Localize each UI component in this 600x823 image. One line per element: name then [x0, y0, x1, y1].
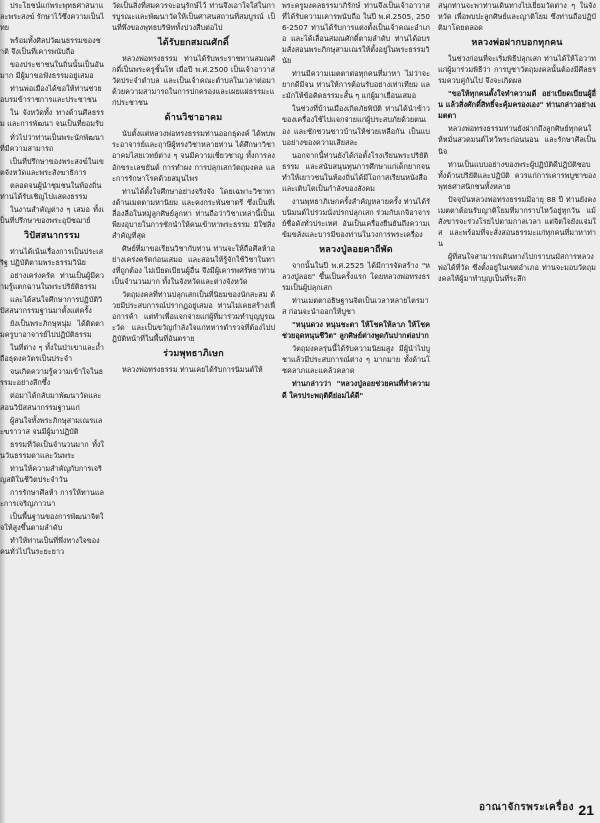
paragraph: ต่อมาได้กลับมาพัฒนาวัดและสอนวิปัสสนากรรมฐานแก่ [0, 391, 102, 412]
paragraph: ท่านพ่อเมืองได้ขอให้ท่านช่วยอบรมข้าราชการและประชาชน [0, 84, 102, 105]
paragraph: ตลอดจนผู้นำชุมชนในท้องถิ่น ท่านได้รับเชิญไปแสดงธรรม [0, 180, 102, 201]
paragraph: จนเกิดความรู้ความเข้าใจในธรรมะอย่างลึกซึ้ง [0, 367, 104, 388]
page-number: 21 [578, 802, 594, 818]
paragraph: ในงานสำคัญต่าง ๆ เสมอ ทั้งเป็นที่ปรึกษาของพระอุปัชฌาย์ [0, 204, 104, 225]
paragraph: ในช่วงที่บ้านเมืองเกิดภัยพิบัติ ท่านได้นำข้าวของเครื่องใช้ไปแจกจ่ายแก่ผู้ประสบภัยด้วยตนเอง และชักชวนชาวบ้านให้ช่วยเหลือกัน เป็นแบบอย่างของความเสียสละ [282, 104, 430, 147]
paragraph: การรักษาศีลห้า การให้ทานและการเจริญภาวนา [0, 487, 104, 508]
paragraph: ในช่วงก่อนที่จะเริ่มพิธีปลุกเสก ท่านได้ให้โอวาทแก่ผู้มาร่วมพิธีว่า การบูชาวัตถุมงคลนั้นต้องมีศีลธรรมควบคู่กันไป จึงจะเกิดผล [438, 54, 596, 86]
paragraph: วัตถุมงคลที่ท่านปลุกเสกเป็นที่นิยมของนักสะสม ด้วยมีประสบการณ์ปรากฏอยู่เสมอ ท่านไม่เคยสร้างเพื่อการค้า แต่ทำเพื่อแจกจ่ายแก่ผู้ที่มาร่วมทำบุญบูรณะวัด และเป็นขวัญกำลังใจแก่ทหารตำรวจที่ต้องไปปฏิบัติหน้าที่ในพื้นที่อันตราย [112, 290, 275, 344]
paragraph: ท่านเมตตาอธิษฐานจิตเป็นเวลาหลายไตรมาส ก่อนจะนำออกให้บูชา [282, 296, 429, 317]
paragraph: พร้อมทั้งศิลปวัฒนธรรมของชาติ จึงเป็นที่เคารพนับถือ [0, 36, 101, 57]
paragraph: นับตั้งแต่หลวงพ่อทรงธรรมท่านออกธุดงค์ ได้พบพระอาจารย์และฤาษีผู้ทรงวิชาหลายท่าน ได้ศึกษาวิชาอาคมไสยเวทย์ต่าง ๆ จนมีความเชี่ยวชาญ ทั้งการลงอักขระเลขยันต์ การทำผง การปลุกเสกวัตถุมงคล และการรักษาโรคด้วยสมุนไพร [112, 129, 275, 183]
paragraph: หลวงพ่อทรงธรรม ท่านเคยได้รับการนิมนต์ให้ [122, 365, 263, 375]
column-4 [438, 0, 596, 793]
paragraph: ของประชาชนในถิ่นนั้นเป็นอันมาก มีผู้มาขอฟังธรรมอยู่เสมอ [0, 60, 104, 81]
paragraph: จากนั้นในปี พ.ศ.2525 ได้มีการจัดสร้าง "หลวงปู่ลอย" ขึ้นเป็นครั้งแรก โดยหลวงพ่อทรงธรรมเป็นผู้ปลุกเสก [282, 260, 430, 293]
paragraph: หลวงพ่อทรงธรรม ท่านได้รับพระราชทานสมณศักดิ์เป็นพระครูชั้นโท เมื่อปี พ.ศ.2500 เป็นเจ้าอาวาสวัดประจำตำบล และเป็นเจ้าคณะตำบลในเวลาต่อมา ด้วยความสามารถในการปกครองและเผยแผ่ธรรมะแก่ประชาชน [112, 54, 275, 108]
paragraph: ทั่วไปว่าท่านเป็นพระนักพัฒนาที่มีความสามารถ [0, 132, 104, 153]
quote-paragraph: "หนุนดวง หนุนชะตา ให้โชคให้ลาภ ให้โชค ช่วยอุดหนุนชีวิต" ลูกศิษย์ต่างพูดกันปากต่อปาก [282, 320, 430, 341]
magazine-brand: อาณาจักรพระเครื่อง [479, 802, 574, 813]
paragraph: ปัจจุบันหลวงพ่อทรงธรรมมีอายุ 88 ปี ท่านยังคงเมตตาต้อนรับญาติโยมที่มากราบไหว้อยู่ทุกวัน แม้สังขารจะร่วงโรยไปตามกาลเวลา แต่จิตใจยังแจ่มใส และพร้อมที่จะสั่งสอนธรรมะแก่ทุกคนที่มาหาท่าน [438, 194, 596, 248]
paragraph: ผู้สนใจทั้งพระภิกษุสามเณรและฆราวาส จนมีผู้มาปฏิบัติ [0, 415, 103, 436]
section-heading: ด้านวิชาอาคม [164, 113, 223, 124]
paragraph: พระครูมงคลธรรมาภิรักษ์ ท่านจึงเป็นเจ้าอาวาสที่ได้รับความเคารพนับถือ ในปี พ.ศ.2505, 2506-2507 ท่านได้รับการแต่งตั้งเป็นเจ้าคณะอำเภอ และได้เลื่อนสมณศักดิ์ตามลำดับ ท่านได้อบรมสั่งสอนพระภิกษุสามเณรให้ตั้งอยู่ในพระธรรมวินัย [282, 1, 430, 66]
column-1 [0, 0, 104, 793]
paragraph: เป็นพื้นฐานของการพัฒนาจิตใจให้สูงขึ้นตามลำดับ [0, 511, 104, 532]
paragraph: สนุกท่านจะพาท่านเดินทางไปเยี่ยมวัดต่าง ๆ ในจังหวัด เพื่อพบปะลูกศิษย์และญาติโยม ซึ่งท่านถือปฏิบัติมาโดยตลอด [438, 1, 596, 33]
section-heading: ได้รับยกสมณศักดิ์ [158, 38, 229, 49]
section-heading: ร่วมพุทธาภิเษก [163, 349, 224, 360]
quote-paragraph: ท่านกล่าวว่า "หลวงปู่ลอยช่วยคนที่ทำความดี ใครประพฤติดีย่อมได้ดี" [282, 379, 430, 400]
paragraph: ท่านได้เน้นเรื่องการเป็นประเสริฐ ปฏิบัติตามพระธรรมวินัย [0, 246, 104, 267]
paragraph: ทำให้ท่านเป็นที่พึ่งทางใจของคนทั่วไปในระยะยาว [0, 536, 100, 557]
paragraph: อย่างเคร่งครัด ท่านเป็นผู้มีความรู้แตกฉานในพระปริยัติธรรม [0, 270, 104, 292]
section-heading: หลวงพ่อฝากบอกทุกคน [471, 38, 563, 49]
column-3 [282, 0, 430, 793]
paragraph: ในที่ต่าง ๆ ทั้งในป่าเขาและถ้ำ ถือธุดงควัตรเป็นประจำ [0, 343, 104, 364]
page-footer [0, 793, 600, 823]
paragraph: ประโยชน์แก่พระพุทธศาสนาและพระสงฆ์ รักษาไว้ซึ่งความเป็นไทย [0, 1, 104, 33]
paragraph: ท่านเป็นแบบอย่างของพระผู้ปฏิบัติดีปฏิบัติชอบ ทั้งด้านปริยัติและปฏิบัติ ควรแก่การเคารพบูชาของพุทธศาสนิกชนทั้งหลาย [438, 159, 596, 191]
paragraph: ท่านมีความเมตตาต่อทุกคนที่มาหา ไม่ว่าจะยากดีมีจน ท่านให้การต้อนรับอย่างเท่าเทียม และมักให้ข้อคิดธรรมะสั้น ๆ แก่ผู้มาเยือนเสมอ [282, 69, 430, 101]
section-heading: หลวงปู่ลอยคาถีพัด [319, 244, 393, 255]
paragraph: นอกจากนี้ท่านยังได้ก่อตั้งโรงเรียนพระปริยัติธรรม และสนับสนุนทุนการศึกษาแก่เด็กยากจน ทำให้เยาวชนในท้องถิ่นได้มีโอกาสเรียนหนังสือ และเติบโตเป็นกำลังของสังคม [282, 150, 430, 193]
paragraph: ผู้ที่สนใจสามารถเดินทางไปกราบนมัสการหลวงพ่อได้ที่วัด ซึ่งตั้งอยู่ในเขตอำเภอ ท่านจะมอบวัตถุมงคลให้ผู้มาทำบุญเป็นที่ระลึก [438, 251, 596, 284]
paragraph: ศิษย์ที่มาขอเรียนวิชากับท่าน ท่านจะให้ถือศีลห้าอย่างเคร่งครัดก่อนเสมอ และสอนให้รู้จักใช้วิชาในทางที่ถูกต้อง ไม่เบียดเบียนผู้อื่น จึงมีผู้เคารพศรัทธาท่านเป็นจำนวนมาก ทั้งในจังหวัดและต่างจังหวัด [112, 243, 275, 286]
paragraph: วัตถุมงคลรุ่นนี้ได้รับความนิยมสูง มีผู้นำไปบูชาแล้วมีประสบการณ์ต่าง ๆ มากมาย ทั้งด้านโชคลาภและแคล้วคลาด [282, 344, 430, 376]
section-heading: วิปัสสนากรรม [23, 230, 80, 241]
paragraph: และได้สนใจศึกษาการปฏิบัติวิปัสสนากรรมฐานมาตั้งแต่ครั้ง [0, 295, 103, 316]
paragraph: เป็นที่ปรึกษาของพระสงฆ์ในเขตจังหวัดและพระสังฆาธิการ [0, 156, 104, 177]
paragraph: ใน จังหวัดทั้ง ทางด้านศีลธรรม และการพัฒนา จนเป็นที่ยอมรับ [0, 108, 104, 129]
column-2 [112, 0, 275, 793]
quote-paragraph: "ขอให้ทุกคนตั้งใจทำความดี อย่าเบียดเบียนผู้อื่น แล้วสิ่งศักดิ์สิทธิ์จะคุ้มครองเอง" ท่านกล่าวอย่างเมตตา [438, 89, 596, 121]
paragraph: ธรรมที่วัดเป็นจำนวนมาก ทั้งในวันธรรมดาและวันพระ [0, 439, 104, 460]
intro-paragraph: วัดเป็นสิ่งที่สมควรจะอนุรักษ์ไว้ ท่านจึงเอาใจใส่ในการบูรณะและพัฒนาวัดให้เป็นศาสนสถานที่สมบูรณ์ เป็นที่พึ่งของพุทธบริษัททั้งปวงสืบต่อไป [112, 1, 275, 33]
paragraph: ยังเป็นพระภิกษุหนุ่ม ได้ติดตามครูบาอาจารย์ไปปฏิบัติธรรม [0, 319, 104, 340]
paragraph: หลวงพ่อทรงธรรมท่านยังฝากถึงลูกศิษย์ทุกคนให้หมั่นสวดมนต์ไหว้พระก่อนนอน และรักษาศีลเป็นนิจ [438, 124, 596, 156]
paragraph: ท่านให้ความสำคัญกับการเจริญสติในชีวิตประจำวัน [0, 463, 102, 484]
paragraph: ท่านได้ตั้งใจศึกษาอย่างจริงจัง โดยเฉพาะวิชาทางด้านเมตตามหานิยม และคงกระพันชาตรี ซึ่งเป็นที่เลื่องลือในหมู่ลูกศิษย์ลูกหา ท่านถือว่าวิชาเหล่านี้เป็นเพียงอุบายในการชักนำให้คนเข้าหาพระธรรม มิใช่สิ่งสำคัญที่สุด [112, 186, 275, 240]
paragraph: งานพุทธาภิเษกครั้งสำคัญหลายครั้ง ท่านได้รับนิมนต์ไปร่วมนั่งปรกปลุกเสก ร่วมกับเกจิอาจารย์ชื่อดังทั่วประเทศ อันเป็นเครื่องยืนยันถึงความเข้มขลังและบารมีของท่านในวงการพระเครื่อง [282, 196, 430, 239]
